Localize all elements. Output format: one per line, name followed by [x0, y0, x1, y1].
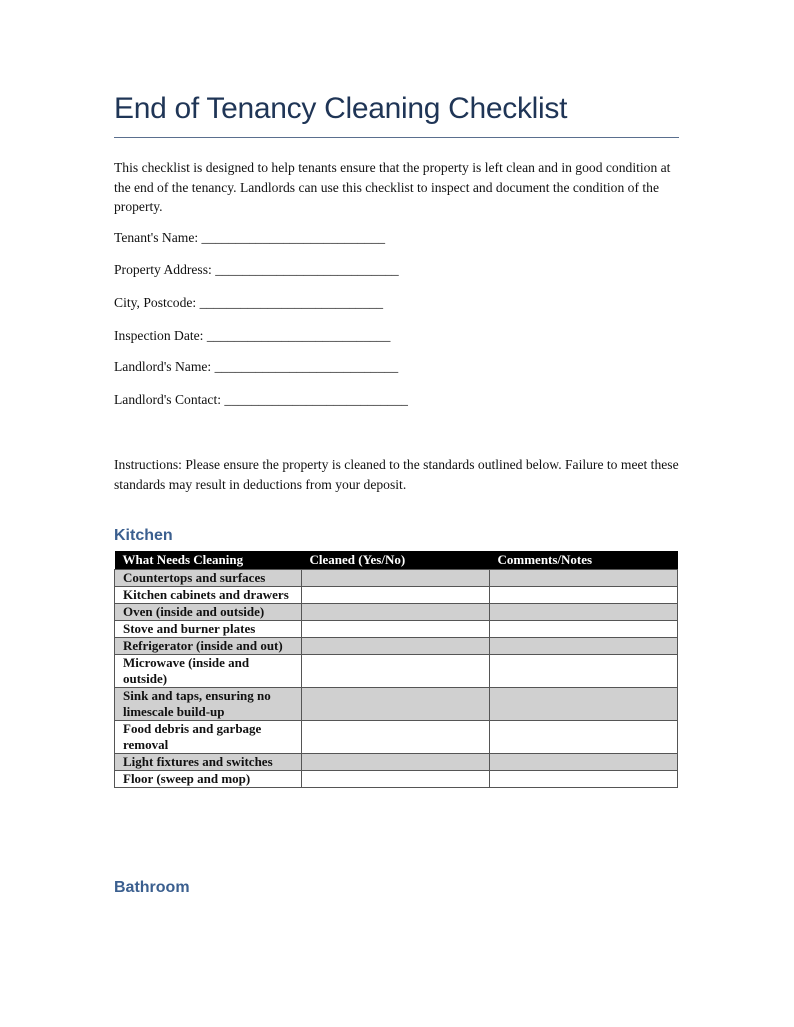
column-header: What Needs Cleaning	[115, 551, 302, 570]
item-cell: Microwave (inside and outside)	[115, 655, 302, 688]
comments-cell[interactable]	[490, 587, 678, 604]
item-cell: Countertops and surfaces	[115, 570, 302, 587]
column-header: Comments/Notes	[490, 551, 678, 570]
instructions-paragraph: Instructions: Please ensure the property is cleaned to the standards outlined below. Failure to meet these standards may result in deductions from your deposit.	[114, 457, 679, 492]
field-inspection-date[interactable]: Inspection Date: ___________________________	[114, 328, 391, 343]
cleaned-cell[interactable]	[302, 638, 490, 655]
table-row	[115, 638, 678, 655]
cleaned-cell[interactable]	[302, 621, 490, 638]
table-row	[115, 587, 678, 604]
comments-cell[interactable]	[490, 604, 678, 621]
table-row	[115, 604, 678, 621]
item-cell: Kitchen cabinets and drawers	[115, 587, 302, 604]
item-cell: Light fixtures and switches	[115, 754, 302, 771]
comments-cell[interactable]	[490, 688, 678, 721]
kitchen-heading: Kitchen	[114, 527, 173, 544]
field-landlord-contact[interactable]: Landlord's Contact: ___________________________	[114, 392, 408, 407]
table-row	[115, 621, 678, 638]
comments-cell[interactable]	[490, 721, 678, 754]
cleaned-cell[interactable]	[302, 688, 490, 721]
cleaned-cell[interactable]	[302, 604, 490, 621]
column-header: Cleaned (Yes/No)	[302, 551, 490, 570]
comments-cell[interactable]	[490, 570, 678, 587]
item-cell: Food debris and garbage removal	[115, 721, 302, 754]
item-cell: Oven (inside and outside)	[115, 604, 302, 621]
comments-cell[interactable]	[490, 638, 678, 655]
item-cell: Stove and burner plates	[115, 621, 302, 638]
bathroom-heading: Bathroom	[114, 879, 190, 896]
comments-cell[interactable]	[490, 754, 678, 771]
table-row	[115, 570, 678, 587]
cleaned-cell[interactable]	[302, 655, 490, 688]
cleaned-cell[interactable]	[302, 771, 490, 788]
item-cell: Refrigerator (inside and out)	[115, 638, 302, 655]
table-row	[115, 721, 678, 754]
field-property-address[interactable]: Property Address: ___________________________	[114, 262, 399, 277]
cleaned-cell[interactable]	[302, 754, 490, 771]
comments-cell[interactable]	[490, 655, 678, 688]
cleaned-cell[interactable]	[302, 721, 490, 754]
field-landlord-name[interactable]: Landlord's Name: ___________________________	[114, 359, 399, 374]
comments-cell[interactable]	[490, 621, 678, 638]
page-title: End of Tenancy Cleaning Checklist	[114, 92, 568, 125]
table-row	[115, 655, 678, 688]
field-city-postcode[interactable]: City, Postcode: ___________________________	[114, 295, 384, 310]
table-row	[115, 688, 678, 721]
intro-paragraph: This checklist is designed to help tenants ensure that the property is left clean and in good condition at the end of the tenancy. Landlords can use this checklist to inspect and document the condition of the property.	[114, 160, 671, 214]
cleaned-cell[interactable]	[302, 570, 490, 587]
cleaned-cell[interactable]	[302, 587, 490, 604]
kitchen-checklist-table	[114, 551, 678, 788]
comments-cell[interactable]	[490, 771, 678, 788]
item-cell: Floor (sweep and mop)	[115, 771, 302, 788]
field-tenant-name[interactable]: Tenant's Name: ___________________________	[114, 230, 386, 245]
table-row	[115, 771, 678, 788]
item-cell: Sink and taps, ensuring no limescale build-up	[115, 688, 302, 721]
table-row	[115, 754, 678, 771]
title-divider	[114, 137, 679, 138]
